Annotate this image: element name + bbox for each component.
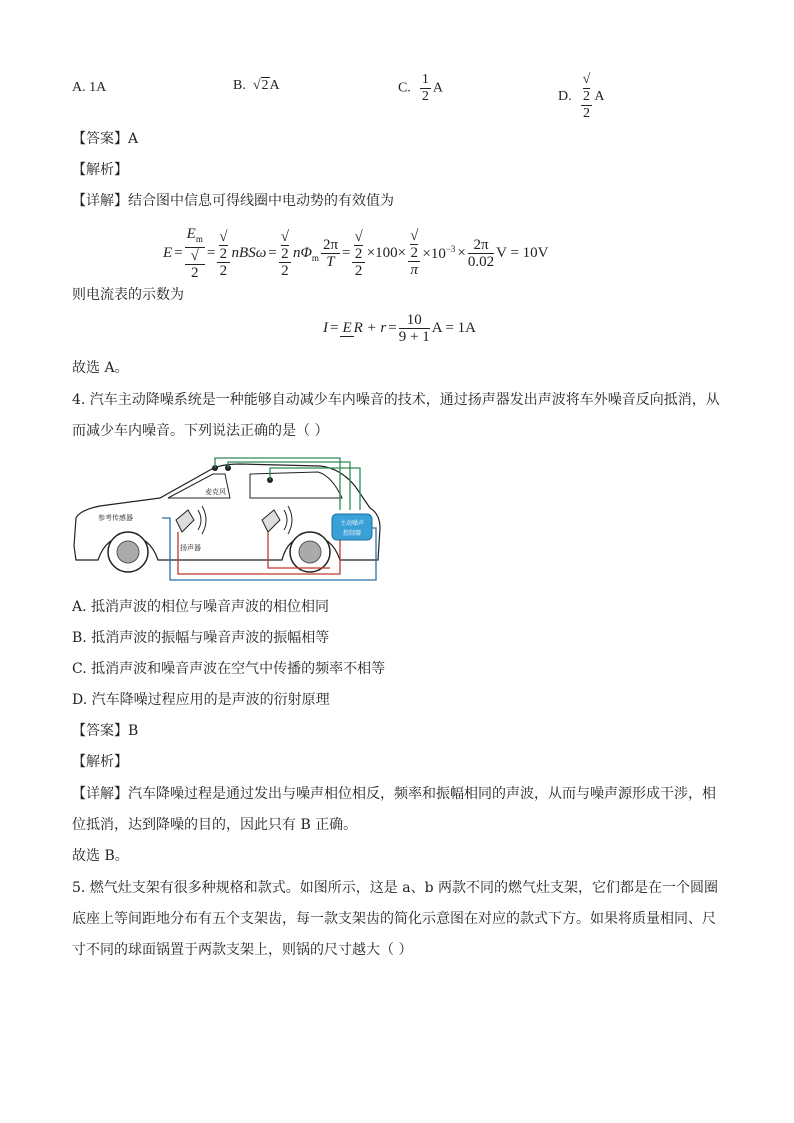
q4-analysis: 【解析】 [72, 754, 128, 770]
car-noise-cancellation-figure [70, 448, 390, 588]
ref-sensor-label: 参考传感器 [98, 514, 133, 522]
q5-line2: 底座上等间距地分布有五个支架齿，每一款支架齿的简化示意图在对应的款式下方。如果将质量相同、尺 [72, 911, 716, 927]
q4-stem-line2: 而减少车内噪音。下列说法正确的是（ ） [72, 423, 329, 439]
option-b: B. √2A [233, 78, 280, 93]
q3-ammeter: 则电流表的示数为 [72, 287, 184, 303]
speaker-rear-icon [262, 506, 292, 534]
option-a: A. 1A [72, 80, 107, 95]
q4-option-d: D. 汽车降噪过程应用的是声波的衍射原理 [72, 692, 330, 708]
q3-analysis: 【解析】 [72, 162, 128, 178]
equation-current: I = E R + r = $\frac{10}{9 + 1}$ A = 1A [323, 312, 476, 345]
q4-detail-line2: 位抵消，达到降噪的目的，因此只有 B 正确。 [72, 817, 358, 833]
q4-option-a: A. 抵消声波的相位与噪音声波的相位相同 [72, 599, 330, 615]
q3-answer: 【答案】A [72, 131, 139, 147]
q4-option-b: B. 抵消声波的振幅与噪音声波的振幅相等 [72, 630, 330, 646]
speaker-front-icon [176, 506, 206, 534]
q4-answer: 【答案】B [72, 723, 139, 739]
q5-line3: 寸不同的球面锅置于两款支架上，则锅的尺寸越大（ ） [72, 942, 413, 958]
controller-label-1: 主动噪声 [339, 520, 365, 527]
mic-label: 麦克风 [205, 488, 226, 496]
equation-emf: E = $E_m$ √ 2 = √ 2 2 nBSω = √ 2 2 $n\Phi_m$ $\frac{2\pi}{T}$ = √ 2 2 ×100× √ 2 π $\times 10^{-3}$ × $\frac{2\pi}{0.02}$ V = 10V [163, 226, 549, 281]
option-c: C. $\frac{1}{2}$ A [398, 72, 443, 104]
q3-detail: 【详解】结合图中信息可得线圈中电动势的有效值为 [72, 193, 394, 209]
rear-window [250, 472, 342, 498]
q4-stem-line1: 4. 汽车主动降噪系统是一种能够自动减少车内噪音的技术，通过扬声器发出声波将车外噪音反向抵消，从 [72, 392, 720, 408]
q4-detail-line1: 【详解】汽车降噪过程是通过发出与噪声相位相反，频率和振幅相同的声波，从而与噪声源形成干涉，相 [72, 786, 716, 802]
q4-option-c: C. 抵消声波和噪音声波在空气中传播的频率不相等 [72, 661, 386, 677]
q4-conclusion: 故选 B。 [72, 848, 129, 864]
q3-conclusion: 故选 A。 [72, 360, 129, 376]
option-d: D. √ 2 2 A [558, 72, 605, 121]
q5-line1: 5. 燃气灶支架有很多种规格和款式。如图所示，这是 a、b 两款不同的燃气灶支架，它们都是在一个圆圈 [72, 880, 719, 896]
speaker-label: 扬声器 [180, 544, 201, 552]
controller-label-2: 控制器 [342, 530, 362, 537]
